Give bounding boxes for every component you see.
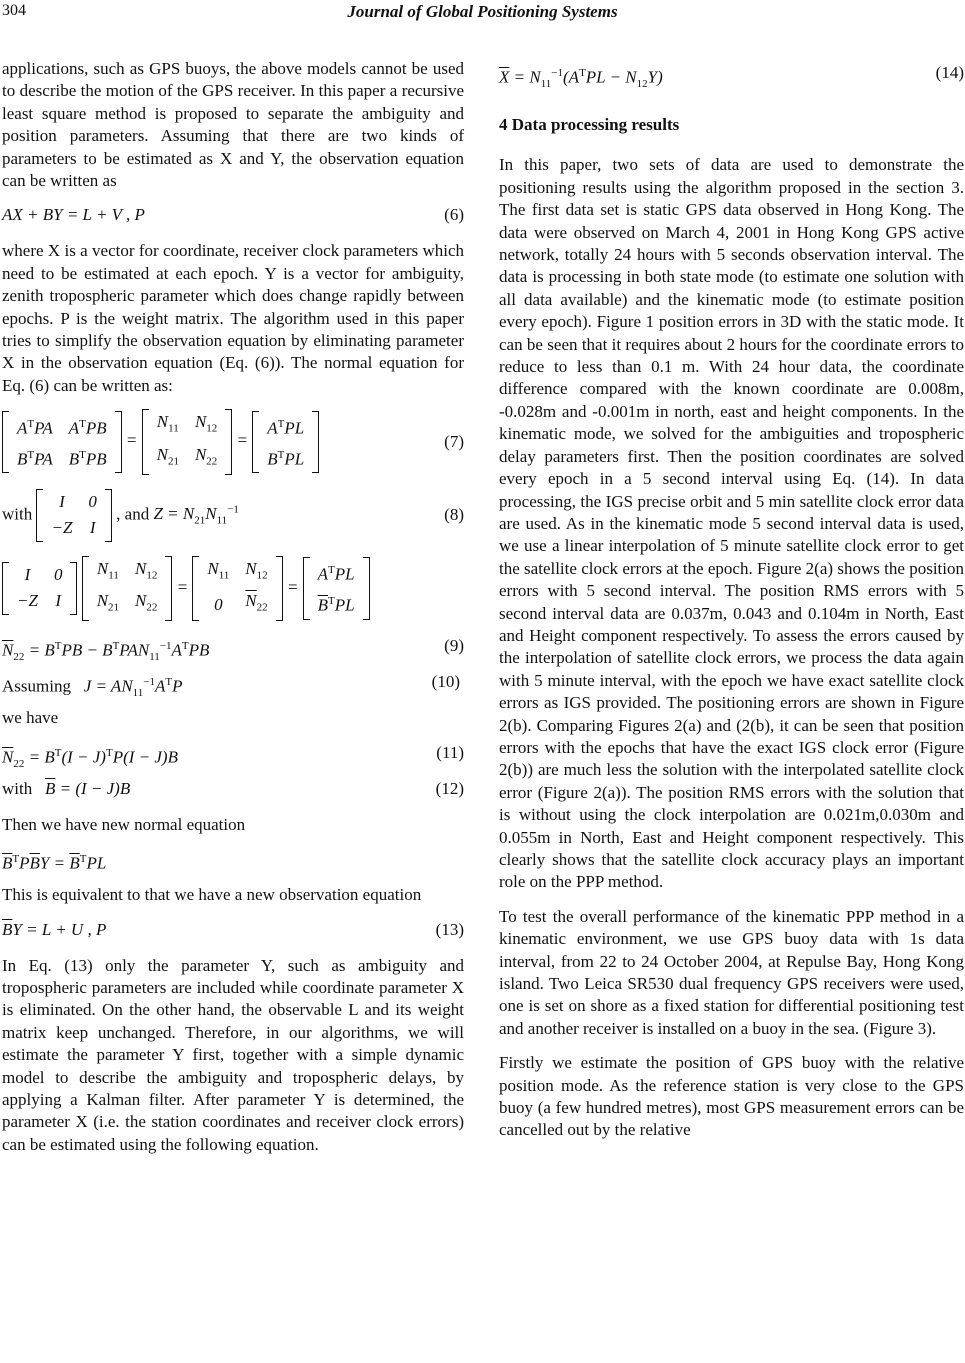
paragraph: we have <box>2 708 59 728</box>
left-column <box>2 58 464 1168</box>
equation-12: with $\overline{B} = (I - J)B$ (12) <box>2 778 464 802</box>
matrix: $N_{11}$ $N_{12}$ $N_{21}$ $N_{22}$ <box>82 556 173 622</box>
equation-tag: (13) <box>435 919 464 939</box>
equation-14: $\overline{X} = N_{11}^{-1}(A^TPL - N_{12}Y)$ (14) <box>499 63 964 91</box>
section-heading: 4 Data processing results <box>499 115 680 134</box>
equation-text: AX + BY = L + V , P <box>2 205 145 225</box>
equation-tag: (14) <box>935 63 964 82</box>
paragraph: Firstly we estimate the position of GPS buoy with the relative position mode. As the reference station is very close to the GPS buoy (a few hundred metres), most GPS measurement errors can be cancelled out by the relative <box>499 1053 964 1140</box>
matrix: $N_{11}$ $N_{12}$ $N_{21}$ $N_{22}$ <box>142 409 233 475</box>
equation-6 <box>2 204 464 228</box>
paragraph: In this paper, two sets of data are used to demonstrate the positioning results using the algorithm proposed in the section 3. The first data set is static GPS data observed in Hong Kong. The data were observed on March 4, 2001 in Hong Kong GPS active network, totally 24 hours with 5 seconds observation interval. The data is processing in both state mode (to estimate one solution with all data available) and the kinematic mode (to estimate position every epoch). Figure 1 position errors in 3D with the static mode. It can be seen that it requires about 2 hours for the coordinate errors to reduce to less than 0.1 m. With 24 hour data, the coordinate difference compared with the known coordinate are 0.008m, -0.028m and -0.001m in north, east and height components. In the kinematic mode, we solved for the ambiguities and tropospheric delay parameters first. Then the position coordinates are solved every epoch in a 5 second interval using Eq. (14). In data processing, the IGS precise orbit and 5 min satellite clock error data are used. As in the kinematic mode 5 second interval data is used, we use a linear interpolation of 5 minute satellite clock error to get the satellite clock errors at the epoch. Figure 2(a) shows the position errors with 5 second interval. The position RMS errors with 5 second interval data are 0.037m, 0.043 and 0.104m in North, East and Height component respectively. To assess the errors caused by the interpolation of satellite clock errors, we process the data again with 5 minute interval, with the epoch we have exact satellite clock errors as IGS provided. The positioning errors are shown in Figure 2(b). Comparing Figures 2(a) and (2(b), it can be seen that position errors with the epochs that have the exact IGS clock error (Figure 2(b)) are much less the solution with the interpolated satellite clock error (Figure 2(a)). The position RMS errors with the solution that is without using the clock interpolation are 0.021m,0.030m and 0.055m in North, East and Height component respectively. This clearly shows that the satellite clock accuracy plays an important role on the PPP method. <box>499 155 964 892</box>
equation-tag: (9) <box>444 636 464 656</box>
matrix: $A^TPL$ $B^TPL$ <box>252 411 319 473</box>
page-number: 304 <box>2 2 26 19</box>
equation-tag: (11) <box>436 742 464 762</box>
matrix: $A^TPA$ $A^TPB$ $B^TPA$ $B^TPB$ <box>2 411 122 473</box>
equation-9: $\overline{N}_{22} = B^TPB - B^TPAN_{11}^{-1}A^TPB$ (9) <box>2 636 464 664</box>
equation-tag: (8) <box>444 505 464 525</box>
label: , and <box>116 504 150 524</box>
equation-tag: (7) <box>444 432 464 452</box>
right-column <box>499 58 964 1154</box>
equation-tag: (6) <box>444 205 464 225</box>
paragraph: applications, such as GPS buoys, the above models cannot be used to describe the motion of the GPS receiver. In this paper a recursive least square method is proposed to separate the ambiguity and position parameters. Assuming that there are two kinds of parameters to be estimated as X and Y, the observation equation can be written as <box>2 59 464 191</box>
equation-new-normal: $\overline{B}^TP\overline{B}Y = \overline{B}^TPL$ <box>2 853 107 873</box>
equation-10: Assuming $J = AN_{11}^{-1}A^TP$ (10) <box>2 672 460 700</box>
paragraph: To test the overall performance of the kinematic PPP method in a kinematic environment, we use GPS buoy data with 1s data interval, from 22 to 24 October 2004, at Repulse Bay, Hong Kong island. Two Leica SR530 dual frequency GPS receivers were used, one is set on shore as a fixed station for differential positioning test and another receiver is installed on a buoy in the sea. (Figure 3). <box>499 906 964 1038</box>
label: with <box>2 778 33 798</box>
matrix: I 0 −Z I <box>2 562 77 615</box>
equation-8b: I 0 −Z I $N_{11}$ $N_{12}$ $N_{21}$ $N_{22}$ = $N_{11}$ $N_{12}$ 0 $\overline{N}_{22}$ = $A^TPL$ $\overline{B}^TPL$ <box>2 556 464 622</box>
equation-13: $\overline{B}Y = L + U$ , P (13) <box>2 919 464 943</box>
label: with <box>2 504 33 524</box>
equation-7: $A^TPA$ $A^TPB$ $B^TPA$ $B^TPB$ = $N_{11}$ $N_{12}$ $N_{21}$ $N_{22}$ = $A^TPL$ $B^TPL$ (7) <box>2 409 464 475</box>
equation-tag: (12) <box>435 778 464 798</box>
paragraph: This is equivalent to that we have a new observation equation <box>2 885 422 905</box>
page-header <box>0 0 965 30</box>
paragraph: Then we have new normal equation <box>2 814 246 834</box>
journal-title: Journal of Global Positioning Systems <box>347 2 618 21</box>
paragraph: In Eq. (13) only the parameter Y, such as ambiguity and tropospheric parameters are included while coordinate parameter X is eliminated. On the other hand, the observable L and its weight matrix keep unchanged. Therefore, in our algorithms, we will estimate the parameter Y first, together with a simple dynamic model to describe the ambiguity and tropospheric delays, by applying a Kalman filter. After parameter Y is determined, the parameter X (i.e. the station coordinates and receiver clock errors) can be estimated using the following equation. <box>2 955 464 1154</box>
equation-8: with I 0 −Z I , and $Z = N_{21}N_{11}^{-1}$ (8) <box>2 489 464 542</box>
matrix: I 0 −Z I <box>36 489 111 542</box>
equation-11: $\overline{N}_{22} = B^T(I - J)^TP(I - J)B$ (11) <box>2 742 464 770</box>
equation-tag: (10) <box>431 672 460 692</box>
paragraph: where X is a vector for coordinate, receiver clock parameters which need to be estimated at each epoch. Y is a vector for ambiguity, zenith tropospheric parameter which does change rapidly between epochs. P is the weight matrix. The algorithm used in this paper tries to simplify the observation equation by eliminating parameter X in the observation equation (Eq. (6)). The normal equation for Eq. (6) can be written as: <box>2 241 464 395</box>
label: Assuming <box>2 676 71 696</box>
matrix: $N_{11}$ $N_{12}$ 0 $\overline{N}_{22}$ <box>192 556 282 622</box>
matrix: $A^TPL$ $\overline{B}^TPL$ <box>303 557 370 619</box>
